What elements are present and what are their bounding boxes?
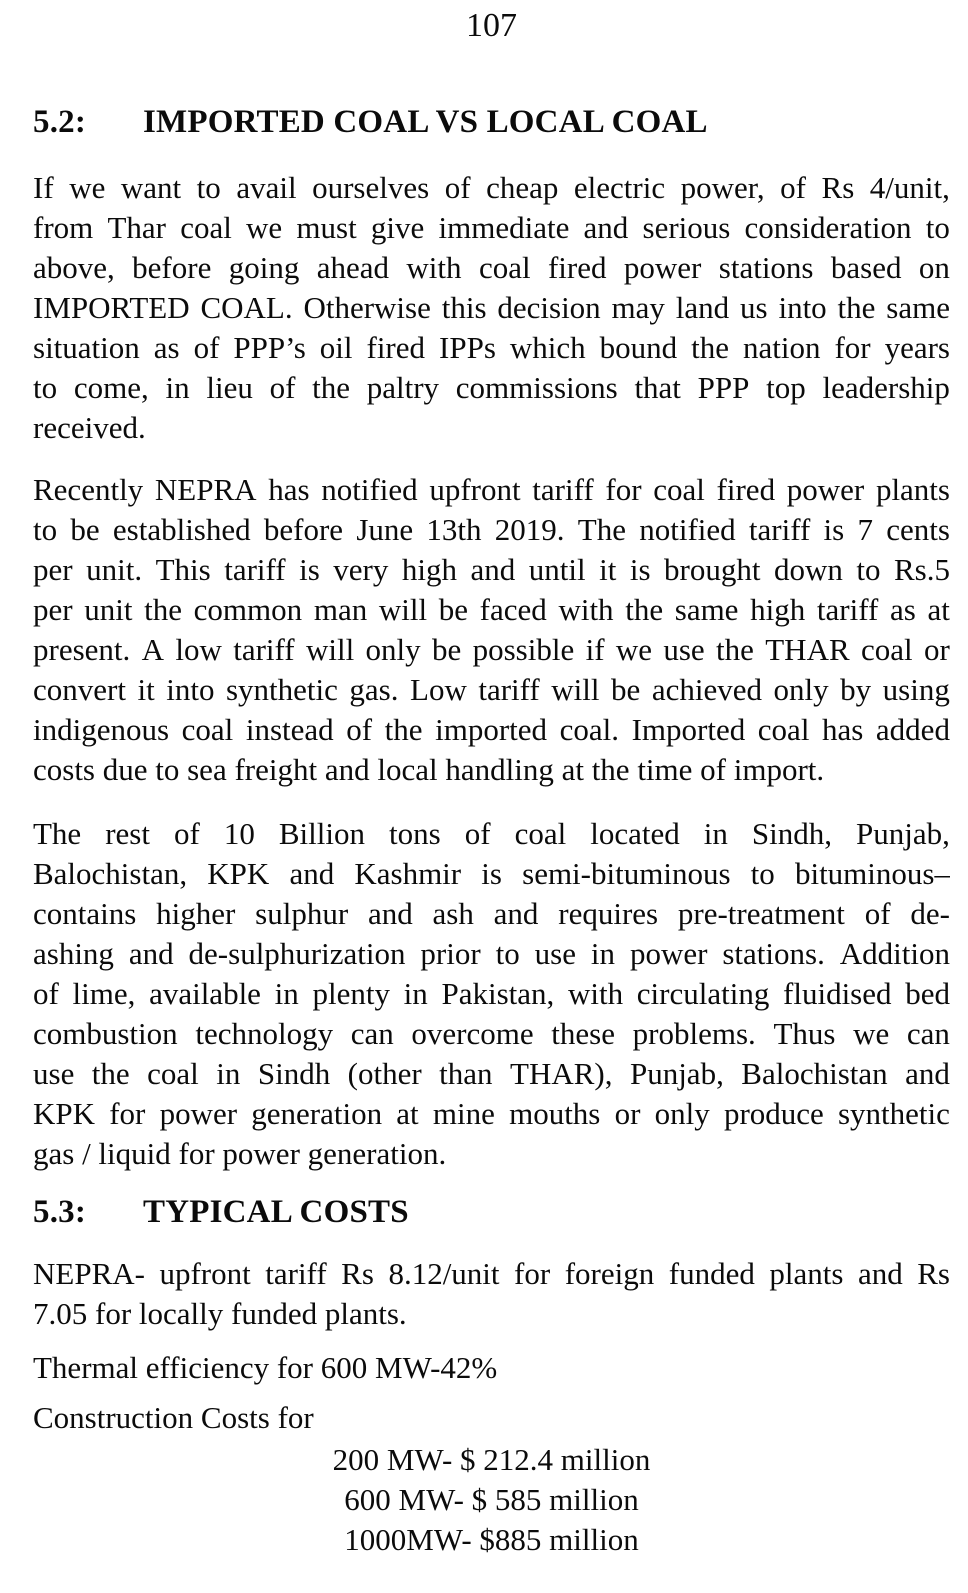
- text-line: 200 MW- $ 212.4 million: [332, 1442, 651, 1477]
- text-line: IMPORTED COAL. Otherwise this decision may land us into the same: [33, 290, 950, 325]
- text-line: from Thar coal we must give immediate and serious consideration to: [33, 210, 950, 245]
- construction-costs-intro: Construction Costs for: [33, 1400, 314, 1435]
- text-line: above, before going ahead with coal fired power stations based on: [33, 250, 950, 285]
- text-line: of lime, available in plenty in Pakistan, with circulating fluidised bed: [33, 976, 950, 1011]
- paragraph-nepra-tariff: [33, 470, 950, 790]
- text-line: costs due to sea freight and local handling at the time of import.: [33, 752, 825, 787]
- text-line: 7.05 for locally funded plants.: [33, 1296, 407, 1331]
- text-line: indigenous coal instead of the imported coal. Imported coal has added: [33, 712, 950, 747]
- text-line: 600 MW- $ 585 million: [344, 1482, 639, 1517]
- text-line: combustion technology can overcome these problems. Thus we can: [33, 1016, 950, 1051]
- paragraph-upfront-tariff: [33, 1254, 950, 1334]
- section-number: 5.3:: [33, 1194, 87, 1230]
- text-line: 1000MW- $885 million: [344, 1522, 639, 1557]
- text-line: contains higher sulphur and ash and requires pre-treatment of de-: [33, 896, 950, 931]
- section-title: TYPICAL COSTS: [143, 1194, 409, 1230]
- text-line: NEPRA- upfront tariff Rs 8.12/unit for foreign funded plants and Rs: [33, 1256, 950, 1291]
- text-line: gas / liquid for power generation.: [33, 1136, 447, 1171]
- paragraph-imported-coal-intro: [33, 168, 950, 448]
- text-line: KPK for power generation at mine mouths or only produce synthetic: [33, 1096, 950, 1131]
- text-line: received.: [33, 410, 146, 445]
- text-line: If we want to avail ourselves of cheap electric power, of Rs 4/unit,: [33, 170, 950, 205]
- text-line: present. A low tariff will only be possible if we use the THAR coal or: [33, 632, 950, 667]
- thermal-efficiency-line: Thermal efficiency for 600 MW-42%: [33, 1350, 498, 1385]
- text-line: per unit the common man will be faced with the same high tariff as at: [33, 592, 950, 627]
- text-line: to come, in lieu of the paltry commissions that PPP top leadership: [33, 370, 950, 405]
- text-line: use the coal in Sindh (other than THAR), Punjab, Balochistan and: [33, 1056, 950, 1091]
- section-number: 5.2:: [33, 104, 87, 140]
- text-line: ashing and de-sulphurization prior to use in power stations. Addition: [33, 936, 950, 971]
- text-line: The rest of 10 Billion tons of coal located in Sindh, Punjab,: [33, 816, 950, 851]
- text-line: per unit. This tariff is very high and until it is brought down to Rs.5: [33, 552, 950, 587]
- text-line: to be established before June 13th 2019. The notified tariff is 7 cents: [33, 512, 950, 547]
- section-heading-5-3: [33, 1190, 950, 1234]
- construction-cost-list: [33, 1440, 950, 1560]
- text-line: convert it into synthetic gas. Low tariff will be achieved only by using: [33, 672, 950, 707]
- section-title: IMPORTED COAL VS LOCAL COAL: [143, 104, 708, 140]
- text-line: situation as of PPP’s oil fired IPPs which bound the nation for years: [33, 330, 950, 365]
- section-heading-5-2: [33, 100, 950, 144]
- text-line: Recently NEPRA has notified upfront tariff for coal fired power plants: [33, 472, 950, 507]
- paragraph-coal-reserves: [33, 814, 950, 1174]
- text-line: Balochistan, KPK and Kashmir is semi-bituminous to bituminous–: [33, 856, 950, 891]
- page-number: 107: [466, 7, 517, 44]
